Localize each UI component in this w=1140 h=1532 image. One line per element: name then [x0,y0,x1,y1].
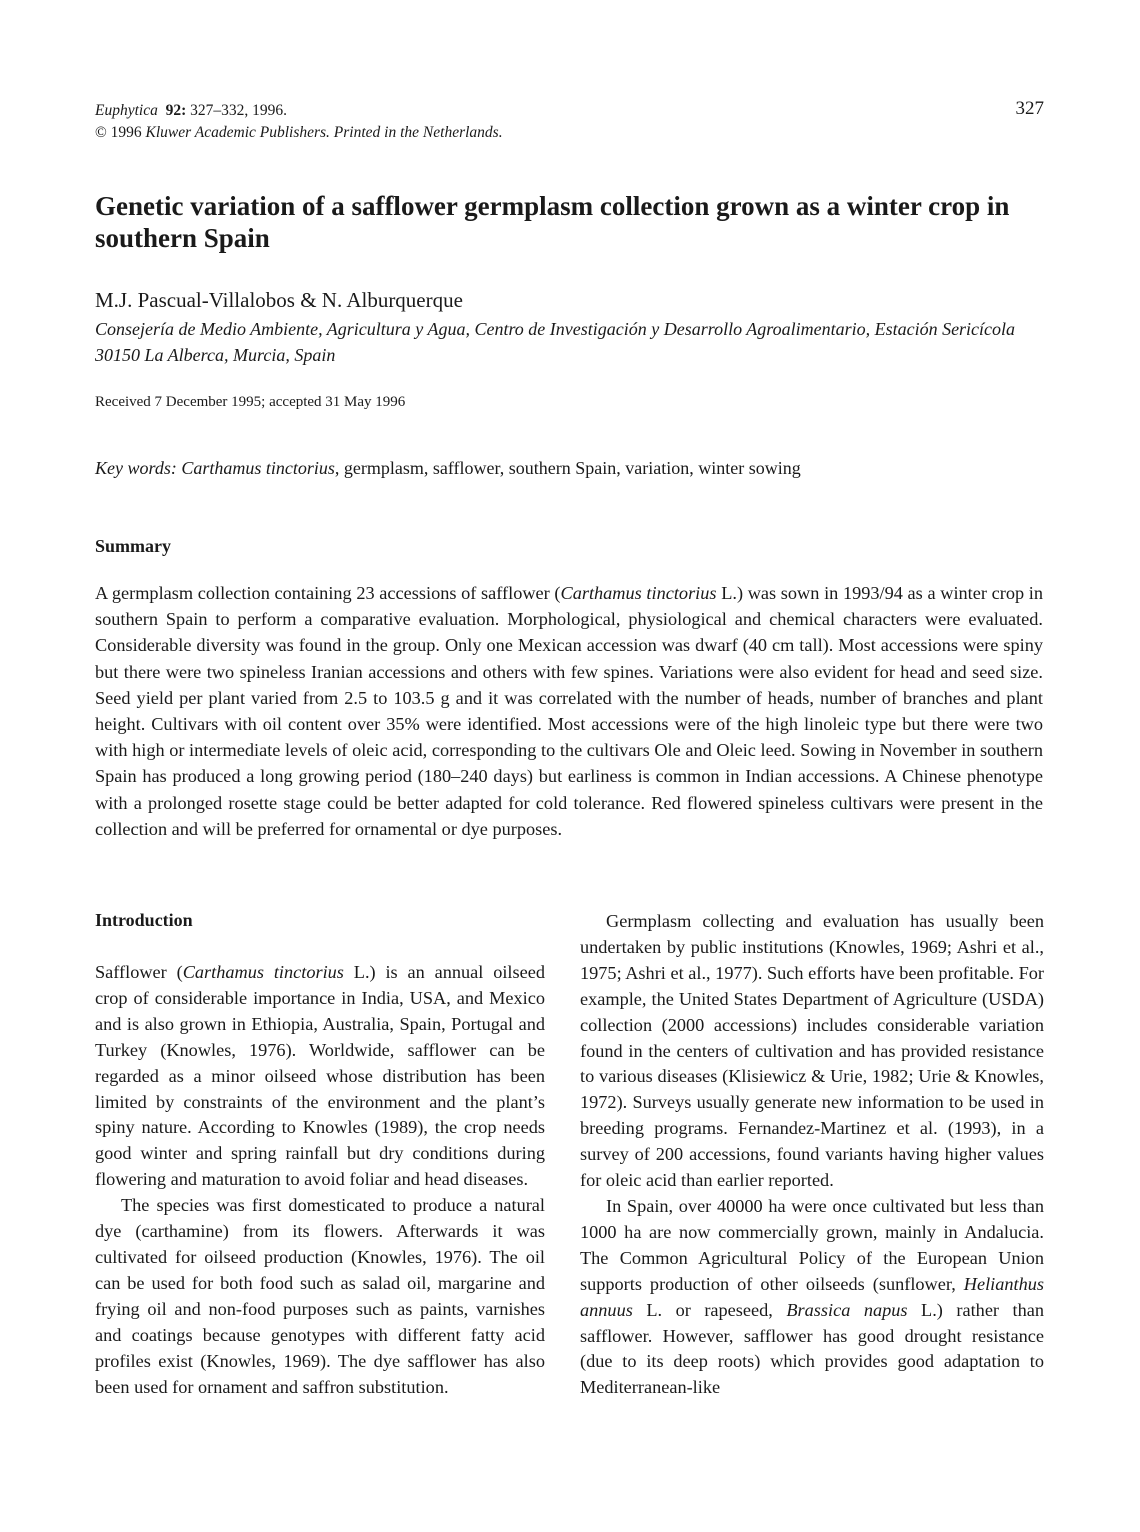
journal-citation [95,100,503,122]
introduction-heading: Introduction [95,910,193,930]
text-segment: Germplasm collecting and evaluation has usually been undertaken by public institutions (Knowles, 1969; Ashri et al., 1975; Ashri et al., 1977). Such efforts have been profitable. For example, the United States Department of Agriculture (USDA) collection (2000 accessions) includes considerable variation found in the centers of cultivation and has provided resistance to various diseases (Klisiewicz & Urie, 1982; Urie & Knowles, 1972). Surveys usually generate new information to be used in breeding programs. Fernandez-Martinez et al. (1993), in a survey of 200 accessions, found variants having higher values for oleic acid than earlier reported. [580,911,1044,1191]
article-title: Genetic variation of a safflower germplasm collection grown as a winter crop in southern Spain [95,191,1010,253]
italic-text: Brassica napus [786,1299,908,1320]
text-segment: , germplasm, safflower, southern Spain, variation, winter sowing [334,458,801,478]
volume: 92: [165,102,187,119]
text-segment: In Spain, over 40000 ha were once cultivated but less than 1000 ha are now commercially grown, mainly in Andalucia. The Common Agricultural Policy of the European Union supports production of other oilseeds (sunflower, [580,1195,1044,1294]
intro-paragraph-2 [95,1193,545,1400]
text-segment: L.) was sown in 1993/94 as a winter crop in southern Spain to perform a comparative evaluation. Morphological, physiological and chemical characters were evaluated. Considerable diversity was found in the group. Only one Mexican accession was dwarf (40 cm tall). Most accessions were spiny but there were two spineless Iranian accessions and others with few spines. Variations were also evident for head and seed size. Seed yield per plant varied from 2.5 to 103.5 g and it was correlated with the number of heads, number of branches and plant height. Cultivars with oil content over 35% were identified. Most accessions were of the high linoleic type but there were two with high or intermediate levels of oleic acid, corresponding to the cultivars Ole and Oleic leed. Sowing in November in southern Spain has produced a long growing period (180–240 days) but earliness is common in Indian accessions. A Chinese phenotype with a prolonged rosette stage could be better adapted for cold tolerance. Red flowered spineless cultivars were present in the collection and will be preferred for ornamental or dye purposes. [95,583,1043,839]
copyright-year: 1996 [110,124,142,141]
text-segment: L.) is an annual oilseed crop of considerable importance in India, USA, and Mexico and is also grown in Ethiopia, Australia, Spain, Portugal and Turkey (Knowles, 1976). Worldwide, safflower can be regarded as a minor oilseed whose distribution has been limited by constraints of the environment and the plant’s spiny nature. According to Knowles (1989), the crop needs good winter and spring rainfall but dry conditions during flowering and maturation to avoid foliar and head diseases. [95,962,545,1190]
received-dates: Received 7 December 1995; accepted 31 May 1996 [95,394,406,410]
affiliation: Consejería de Medio Ambiente, Agricultura y Agua, Centro de Investigación y Desarrollo Agroalimentario, Estación Sericícola 30150 La Alberca, Murcia, Spain [95,319,1016,365]
text-segment: Safflower ( [95,962,183,982]
text-segment: L.) rather than safflower. However, safflower has good drought resistance (due to its deep roots) which provides good adaptation to Mediterranean-like [580,1299,1045,1398]
intro-paragraph-4 [580,1194,1044,1401]
pages-year: 327–332, 1996. [190,102,288,119]
page-number: 327 [1015,98,1044,119]
italic-text: Key words: [95,458,182,478]
italic-text: Helianthus annuus [580,1273,1044,1320]
copyright-text: Kluwer Academic Publishers. Printed in the Netherlands. [145,124,503,141]
text-segment: The species was first domesticated to produce a natural dye (carthamine) from its flowers. Afterwards it was cultivated for oilseed production (Knowles, 1976). The oil can be used for both food such as salad oil, margarine and frying oil and non-food purposes such as paints, varnishes and coatings because genotypes with different fatty acid profiles exist (Knowles, 1969). The dye safflower has also been used for ornament and saffron substitution. [95,1195,545,1397]
italic-text: Carthamus tinctorius [181,458,335,478]
intro-paragraph-1 [95,960,545,1193]
citation-header [95,100,503,144]
text-segment: L. or rapeseed, [632,1299,787,1320]
intro-paragraph-3 [580,909,1044,1194]
text-segment: A germplasm collection containing 23 accessions of safflower ( [95,583,561,603]
right-column [580,909,1044,1401]
summary-text [95,580,1043,842]
copyright-icon: © [95,124,107,141]
keywords [95,458,1055,479]
journal-name: Euphytica [95,102,158,119]
italic-text: Carthamus tinctorius [182,962,344,982]
italic-text: Carthamus tinctorius [560,583,717,603]
copyright-line [95,122,503,144]
summary-heading: Summary [95,536,171,556]
authors: M.J. Pascual-Villalobos & N. Alburquerque [95,288,463,312]
left-column [95,960,545,1400]
